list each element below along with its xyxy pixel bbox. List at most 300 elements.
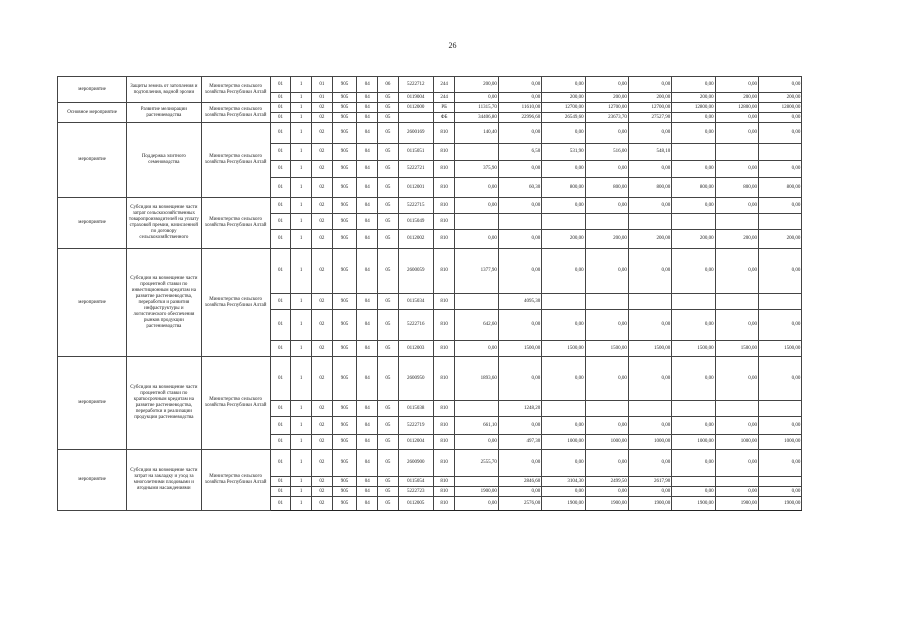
cell-y2014: 0,00: [455, 93, 498, 103]
cell-y2019: 0,00: [672, 77, 715, 93]
cell-y2016: [542, 294, 585, 310]
cell-rz: 04: [357, 198, 378, 214]
cell-y2014: [455, 144, 498, 161]
budget-table: [57, 76, 847, 511]
cell-y2020: [715, 401, 758, 417]
cell-y2017: [585, 401, 628, 417]
cell-y2014: 642,60: [455, 310, 498, 341]
cell-vr: 810: [433, 310, 455, 341]
cell-y2017: 0,00: [585, 450, 628, 477]
cell-gp: 01: [270, 294, 291, 310]
cell-y2016: [542, 214, 585, 230]
cell-csr: 5222712: [398, 77, 433, 93]
cell-rz: 04: [357, 417, 378, 435]
cell-vr: 810: [433, 249, 455, 294]
cell-om: 02: [312, 497, 333, 511]
cell-grbs: 905: [332, 230, 357, 249]
cell-csr: 0112000: [398, 103, 433, 113]
cell-y2020: 0,00: [715, 417, 758, 435]
cell-vr: 810: [433, 401, 455, 417]
cell-y2016: 0,00: [542, 450, 585, 477]
cell-y2017: 1500,00: [585, 341, 628, 357]
cell-y2019: [672, 214, 715, 230]
cell-pr: 05: [378, 435, 399, 450]
cell-y2020: 12800,00: [715, 103, 758, 113]
cell-rz: 04: [357, 401, 378, 417]
cell-pp: 1: [291, 294, 312, 310]
cell-gp: 01: [270, 123, 291, 144]
cell-csr: [398, 113, 433, 123]
cell-grbs: 905: [332, 497, 357, 511]
cell-rz: 04: [357, 178, 378, 198]
cell-y2016: 531,90: [542, 144, 585, 161]
cell-y2014: 140,40: [455, 123, 498, 144]
cell-y2017: 800,00: [585, 178, 628, 198]
cell-om: 01: [312, 93, 333, 103]
cell-pp: 1: [291, 77, 312, 93]
table-row: [58, 123, 847, 144]
cell-y2017: 516,00: [585, 144, 628, 161]
cell-vr: 810: [433, 230, 455, 249]
cell-rz: 04: [357, 497, 378, 511]
cell-rz: 04: [357, 450, 378, 477]
cell-y2014: [455, 294, 498, 310]
cell-y2019: [672, 144, 715, 161]
cell-rz: 04: [357, 144, 378, 161]
section-name: Субсидии на возмещение части процентной ставки по краткосрочным кредитам на развитие растениеводства, переработки и реализации продукции растениеводства: [127, 357, 201, 450]
cell-grbs: 905: [332, 93, 357, 103]
section-name: Субсидии на возмещение части процентной ставки по инвестиционным кредитам на развитие растениеводства, переработки и развития инфраструктуры и логистического обеспечения рынков продукции растениеводства: [127, 249, 201, 357]
cell-y2014: 0,00: [455, 497, 498, 511]
section-kind: мероприятие: [58, 198, 127, 249]
cell-rz: 04: [357, 341, 378, 357]
cell-y2015: 22996,60: [498, 113, 541, 123]
cell-gp: 01: [270, 178, 291, 198]
cell-om: 02: [312, 310, 333, 341]
cell-y2016: 3104,30: [542, 477, 585, 487]
cell-y2016: 1000,00: [542, 435, 585, 450]
cell-y2014: 0,00: [455, 178, 498, 198]
cell-csr: 5222723: [398, 487, 433, 497]
cell-y2020: 0,00: [715, 310, 758, 341]
cell-pr: 05: [378, 477, 399, 487]
cell-y2016: 0,00: [542, 357, 585, 401]
cell-gp: 01: [270, 477, 291, 487]
cell-pp: 1: [291, 230, 312, 249]
cell-pp: 1: [291, 477, 312, 487]
cell-y2019: 0,00: [672, 249, 715, 294]
cell-grbs: 905: [332, 214, 357, 230]
cell-y2019: 0,00: [672, 198, 715, 214]
cell-y2021: 0,00: [759, 123, 802, 144]
cell-y2015: 0,00: [498, 357, 541, 401]
cell-gp: 01: [270, 103, 291, 113]
cell-pp: 1: [291, 93, 312, 103]
cell-gp: 01: [270, 230, 291, 249]
cell-grbs: 905: [332, 357, 357, 401]
cell-om: 02: [312, 161, 333, 178]
cell-y2014: 0,00: [455, 230, 498, 249]
cell-csr: 0112005: [398, 497, 433, 511]
cell-y2014: 375,90: [455, 161, 498, 178]
cell-y2020: 200,00: [715, 93, 758, 103]
cell-y2021: [759, 477, 802, 487]
cell-gp: 01: [270, 93, 291, 103]
cell-y2017: 0,00: [585, 77, 628, 93]
section-name: Развитие мелиорации растениеводства: [127, 103, 201, 123]
cell-csr: 2600059: [398, 249, 433, 294]
section-kind: мероприятие: [58, 357, 127, 450]
cell-y2017: 0,00: [585, 161, 628, 178]
cell-om: 02: [312, 113, 333, 123]
cell-pp: 1: [291, 435, 312, 450]
cell-y2016: 0,00: [542, 487, 585, 497]
cell-y2020: 1500,00: [715, 341, 758, 357]
cell-vr: 810: [433, 198, 455, 214]
cell-pr: 05: [378, 161, 399, 178]
cell-y2020: 200,00: [715, 230, 758, 249]
cell-rz: 04: [357, 123, 378, 144]
cell-om: 02: [312, 123, 333, 144]
cell-y2018: 0,00: [628, 161, 671, 178]
cell-y2018: 200,00: [628, 93, 671, 103]
cell-grbs: 905: [332, 401, 357, 417]
cell-y2018: 548,10: [628, 144, 671, 161]
cell-y2020: [715, 477, 758, 487]
section-ministry: Министерство сельского хозяйства Республики Алтай: [201, 450, 270, 511]
cell-y2021: 0,00: [759, 77, 802, 93]
cell-y2019: 0,00: [672, 487, 715, 497]
cell-y2016: 0,00: [542, 161, 585, 178]
cell-vr: РБ: [433, 103, 455, 113]
cell-y2014: 0,00: [455, 198, 498, 214]
cell-vr: 810: [433, 341, 455, 357]
cell-y2019: [672, 477, 715, 487]
cell-y2018: [628, 294, 671, 310]
cell-vr: 810: [433, 497, 455, 511]
cell-y2015: 11610,00: [498, 103, 541, 113]
cell-pp: 1: [291, 417, 312, 435]
cell-grbs: 905: [332, 249, 357, 294]
cell-y2019: 0,00: [672, 357, 715, 401]
cell-y2017: 23673,70: [585, 113, 628, 123]
section-ministry: Министерство сельского хозяйства Республики Алтай: [201, 198, 270, 249]
cell-vr: 810: [433, 161, 455, 178]
cell-pr: 05: [378, 310, 399, 341]
cell-y2020: 0,00: [715, 249, 758, 294]
cell-grbs: 905: [332, 435, 357, 450]
cell-y2017: 0,00: [585, 123, 628, 144]
cell-y2021: 1500,00: [759, 341, 802, 357]
cell-y2017: 0,00: [585, 417, 628, 435]
cell-y2019: 0,00: [672, 123, 715, 144]
cell-csr: 0112002: [398, 230, 433, 249]
cell-pp: 1: [291, 450, 312, 477]
cell-csr: 0112004: [398, 435, 433, 450]
cell-y2019: 1900,00: [672, 497, 715, 511]
cell-gp: 01: [270, 214, 291, 230]
cell-y2018: 0,00: [628, 417, 671, 435]
cell-om: 02: [312, 214, 333, 230]
cell-y2016: [542, 401, 585, 417]
cell-gp: 01: [270, 161, 291, 178]
cell-y2016: 200,00: [542, 230, 585, 249]
cell-pp: 1: [291, 310, 312, 341]
cell-vr: 810: [433, 487, 455, 497]
cell-y2015: 0,00: [498, 450, 541, 477]
cell-y2015: 497,30: [498, 435, 541, 450]
cell-y2017: 0,00: [585, 198, 628, 214]
cell-csr: 5222719: [398, 417, 433, 435]
cell-csr: 0112003: [398, 341, 433, 357]
cell-y2019: 0,00: [672, 417, 715, 435]
cell-y2020: 0,00: [715, 77, 758, 93]
cell-csr: 0115054: [398, 477, 433, 487]
cell-y2021: 1000,00: [759, 435, 802, 450]
section-ministry: Министерство сельского хозяйства Республики Алтай: [201, 357, 270, 450]
cell-csr: 0115051: [398, 144, 433, 161]
cell-y2015: 0,00: [498, 123, 541, 144]
cell-y2015: 0,00: [498, 161, 541, 178]
cell-y2020: 0,00: [715, 487, 758, 497]
section-ministry: Министерство сельского хозяйства Республики Алтай: [201, 123, 270, 198]
section-kind: мероприятие: [58, 249, 127, 357]
section-kind: Основное мероприятие: [58, 103, 127, 123]
cell-vr: 244: [433, 93, 455, 103]
cell-pr: 05: [378, 401, 399, 417]
cell-y2014: 661,10: [455, 417, 498, 435]
cell-pp: 1: [291, 357, 312, 401]
cell-csr: 2600950: [398, 357, 433, 401]
cell-pp: 1: [291, 103, 312, 113]
cell-om: 01: [312, 77, 333, 93]
cell-grbs: 905: [332, 450, 357, 477]
cell-pp: 1: [291, 341, 312, 357]
cell-y2019: 1500,00: [672, 341, 715, 357]
cell-grbs: 905: [332, 487, 357, 497]
cell-y2016: 12700,00: [542, 103, 585, 113]
cell-y2014: 1893,60: [455, 357, 498, 401]
cell-pr: 05: [378, 450, 399, 477]
cell-rz: 04: [357, 435, 378, 450]
cell-y2017: 200,00: [585, 93, 628, 103]
section-kind: мероприятие: [58, 123, 127, 198]
cell-pr: 05: [378, 487, 399, 497]
cell-y2020: 1000,00: [715, 435, 758, 450]
cell-y2021: 200,00: [759, 230, 802, 249]
cell-y2018: 0,00: [628, 77, 671, 93]
cell-y2020: 0,00: [715, 123, 758, 144]
cell-grbs: 905: [332, 178, 357, 198]
cell-y2019: 0,00: [672, 450, 715, 477]
cell-y2017: [585, 294, 628, 310]
cell-y2021: [759, 401, 802, 417]
cell-grbs: 905: [332, 198, 357, 214]
cell-pr: 05: [378, 357, 399, 401]
cell-y2018: [628, 214, 671, 230]
section-name: Субсидии на возмещение части затрат сельскохозяйственных товаропроизводителей на уплату страховой премии, начисленной по договору сельскохозяйственного: [127, 198, 201, 249]
cell-y2017: 12700,00: [585, 103, 628, 113]
cell-y2015: 0,00: [498, 310, 541, 341]
cell-rz: 04: [357, 113, 378, 123]
cell-y2016: 0,00: [542, 417, 585, 435]
cell-pp: 1: [291, 161, 312, 178]
cell-y2014: 1377,90: [455, 249, 498, 294]
cell-rz: 04: [357, 93, 378, 103]
cell-y2020: 0,00: [715, 357, 758, 401]
cell-y2015: 0,00: [498, 93, 541, 103]
cell-y2020: 0,00: [715, 161, 758, 178]
cell-csr: 0115034: [398, 294, 433, 310]
cell-pr: 05: [378, 230, 399, 249]
cell-gp: 01: [270, 487, 291, 497]
cell-y2019: 0,00: [672, 161, 715, 178]
cell-y2016: 0,00: [542, 123, 585, 144]
cell-y2018: 0,00: [628, 249, 671, 294]
cell-om: 02: [312, 103, 333, 113]
cell-y2019: [672, 401, 715, 417]
cell-y2017: 0,00: [585, 249, 628, 294]
table-body: [58, 77, 847, 511]
cell-y2016: 0,00: [542, 310, 585, 341]
cell-gp: 01: [270, 341, 291, 357]
cell-y2017: 2499,50: [585, 477, 628, 487]
cell-y2015: 0,00: [498, 77, 541, 93]
cell-y2014: 11315,70: [455, 103, 498, 113]
cell-y2014: [455, 401, 498, 417]
cell-y2020: [715, 214, 758, 230]
table-row: [58, 357, 847, 401]
cell-grbs: 905: [332, 341, 357, 357]
cell-grbs: 905: [332, 310, 357, 341]
cell-y2018: [628, 401, 671, 417]
cell-y2019: 200,00: [672, 230, 715, 249]
cell-y2015: 60,30: [498, 178, 541, 198]
cell-y2021: 0,00: [759, 417, 802, 435]
cell-y2019: 0,00: [672, 113, 715, 123]
section-kind: мероприятие: [58, 77, 127, 103]
cell-pp: 1: [291, 249, 312, 294]
cell-vr: 810: [433, 294, 455, 310]
cell-y2021: 0,00: [759, 357, 802, 401]
section-ministry: Министерство сельского хозяйства Республики Алтай: [201, 77, 270, 103]
cell-y2018: 1000,00: [628, 435, 671, 450]
cell-csr: 0115038: [398, 401, 433, 417]
cell-y2016: 0,00: [542, 77, 585, 93]
cell-pp: 1: [291, 144, 312, 161]
cell-pp: 1: [291, 497, 312, 511]
cell-y2021: [759, 294, 802, 310]
cell-y2015: 0,00: [498, 249, 541, 294]
cell-rz: 04: [357, 214, 378, 230]
section-name: Субсидии на возмещение части затрат на закладку и уход за многолетними плодовыми и ягодными насаждениями: [127, 450, 201, 511]
cell-rz: 04: [357, 77, 378, 93]
cell-om: 02: [312, 435, 333, 450]
cell-om: 02: [312, 417, 333, 435]
cell-y2019: [672, 294, 715, 310]
cell-pp: 1: [291, 214, 312, 230]
cell-om: 02: [312, 477, 333, 487]
cell-y2021: 12800,00: [759, 103, 802, 113]
cell-pr: 05: [378, 497, 399, 511]
cell-grbs: 905: [332, 103, 357, 113]
cell-y2015: 0,00: [498, 487, 541, 497]
cell-y2014: 2555,70: [455, 450, 498, 477]
table-row: [58, 103, 847, 113]
cell-y2021: 800,00: [759, 178, 802, 198]
cell-y2014: 1900,00: [455, 487, 498, 497]
cell-vr: 810: [433, 144, 455, 161]
cell-y2018: 0,00: [628, 357, 671, 401]
cell-y2018: 2617,90: [628, 477, 671, 487]
cell-y2015: 0,00: [498, 230, 541, 249]
cell-csr: 5222716: [398, 310, 433, 341]
cell-y2014: 0,00: [455, 341, 498, 357]
cell-y2014: 200,00: [455, 77, 498, 93]
cell-vr: 810: [433, 477, 455, 487]
cell-rz: 04: [357, 477, 378, 487]
cell-gp: 01: [270, 113, 291, 123]
cell-vr: 810: [433, 123, 455, 144]
cell-vr: 810: [433, 357, 455, 401]
cell-rz: 04: [357, 230, 378, 249]
cell-csr: 5222715: [398, 198, 433, 214]
cell-grbs: 905: [332, 294, 357, 310]
section-ministry: Министерство сельского хозяйства Республики Алтай: [201, 249, 270, 357]
cell-pr: 05: [378, 294, 399, 310]
cell-y2015: 0,00: [498, 417, 541, 435]
cell-y2015: 1500,00: [498, 341, 541, 357]
cell-y2021: 200,00: [759, 93, 802, 103]
cell-y2019: 1000,00: [672, 435, 715, 450]
cell-y2016: 1500,00: [542, 341, 585, 357]
cell-y2020: 0,00: [715, 113, 758, 123]
cell-pr: 05: [378, 113, 399, 123]
cell-csr: 5222721: [398, 161, 433, 178]
cell-y2017: 0,00: [585, 310, 628, 341]
cell-om: 02: [312, 450, 333, 477]
cell-y2015: 2846,60: [498, 477, 541, 487]
cell-y2021: 0,00: [759, 198, 802, 214]
cell-gp: 01: [270, 417, 291, 435]
cell-pp: 1: [291, 487, 312, 497]
table-row: [58, 450, 847, 477]
cell-om: 02: [312, 487, 333, 497]
cell-y2018: 27527,90: [628, 113, 671, 123]
cell-rz: 04: [357, 487, 378, 497]
cell-y2021: [759, 214, 802, 230]
cell-om: 02: [312, 178, 333, 198]
cell-y2020: 0,00: [715, 450, 758, 477]
cell-pr: 05: [378, 249, 399, 294]
cell-y2021: 0,00: [759, 249, 802, 294]
cell-gp: 01: [270, 144, 291, 161]
cell-gp: 01: [270, 77, 291, 93]
cell-gp: 01: [270, 249, 291, 294]
cell-y2014: [455, 214, 498, 230]
cell-y2020: 0,00: [715, 198, 758, 214]
cell-y2015: 0,00: [498, 198, 541, 214]
page-number: 26: [448, 41, 457, 50]
cell-csr: 0115049: [398, 214, 433, 230]
cell-pr: 05: [378, 93, 399, 103]
cell-y2019: 200,00: [672, 93, 715, 103]
cell-gp: 01: [270, 450, 291, 477]
cell-vr: 810: [433, 417, 455, 435]
cell-y2016: 200,00: [542, 93, 585, 103]
cell-rz: 04: [357, 294, 378, 310]
cell-pr: 06: [378, 77, 399, 93]
